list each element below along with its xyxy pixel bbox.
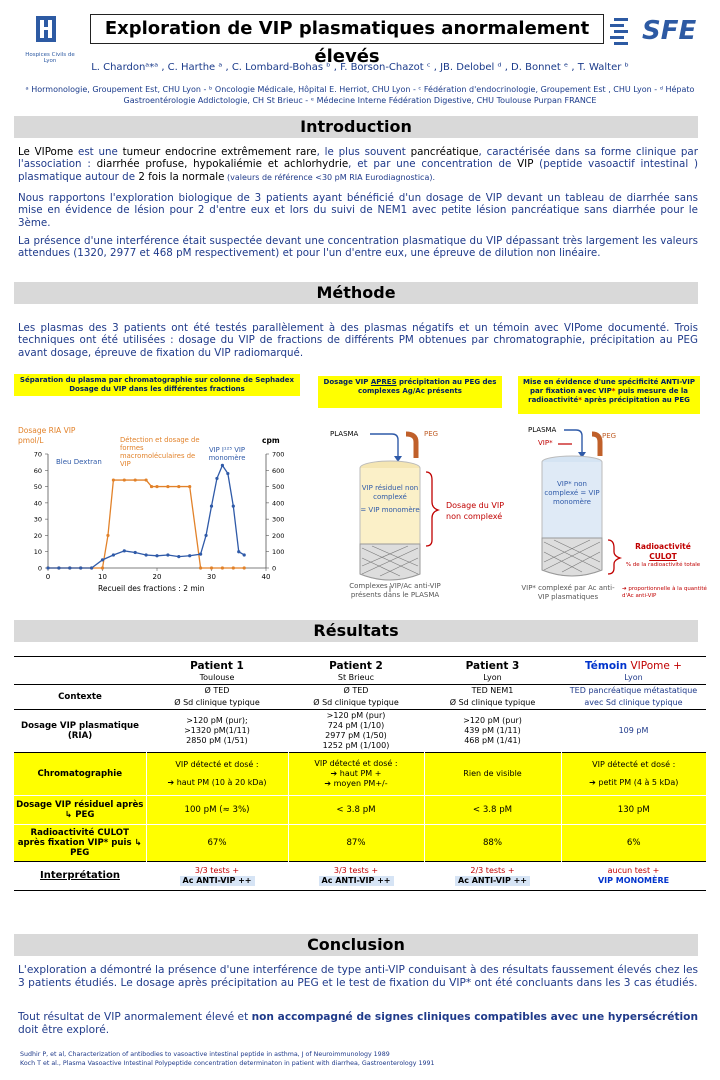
- peg-diagram: [320, 424, 510, 602]
- series-2-point: [226, 472, 229, 475]
- method-box-fixation: Mise en évidence d'une spécificité ANTI-VIP par fixation avec VIP* puis mesure de la radioactivité* après précipitation au PEG: [518, 376, 700, 414]
- sfe-logo: [608, 12, 703, 52]
- annotation-vip-monomer: VIP I¹²⁵ VIP monomère: [208, 446, 246, 462]
- series-1-point: [101, 566, 104, 569]
- diag1-inner2: = VIP monomère: [360, 506, 420, 514]
- method-box-chromatography: Séparation du plasma par chromatographie sur colonne de Sephadex Dosage du VIP dans les différentes fractions: [14, 374, 300, 396]
- reference-2: Koch T et al., Plasma Vasoactive Intestinal Polypeptide concentration determinaton in patient with diarrhea, Gastroenterology 1991: [20, 1060, 435, 1067]
- diag1-inner: VIP résiduel non complexé: [361, 484, 419, 501]
- series-2-point: [145, 553, 148, 556]
- row-interpretation: Interprétation: [40, 870, 120, 881]
- annotation-macro: Détection et dosage de formes macromoléculaires de VIP: [120, 436, 200, 468]
- series-1-point: [134, 478, 137, 481]
- x-tick-label: 10: [98, 573, 107, 581]
- methode-paragraph: Les plasmas des 3 patients ont été testés parallèlement à des plasmas négatifs et un témoin avec VIPome documenté. Trois techniques ont été utilisées : dosage du VIP de fractions de différents PM obtenues par chromatographie, précipitation au PEG avant dosage, épreuve de fixation du VIP radiomarqué.: [18, 322, 698, 359]
- series-2-point: [123, 549, 126, 552]
- series-2-point: [68, 566, 71, 569]
- diag1-plasma-label: PLASMA: [330, 430, 359, 438]
- series-1-point: [112, 478, 115, 481]
- diag1-bottom-label: Complexes VIP/Ac anti-VIP présents dans le PLASMA: [349, 582, 441, 599]
- col-patient-1: Patient 1: [190, 660, 244, 672]
- series-2-point: [155, 554, 158, 557]
- y-tick-label-left: 10: [33, 548, 42, 557]
- row-contexte: Contexte: [58, 692, 102, 702]
- series-2-point: [199, 553, 202, 556]
- y-tick-label-right: 600: [272, 466, 285, 475]
- page-title: Exploration de VIP plasmatiques anormalement élevés: [90, 14, 604, 44]
- series-1-point: [243, 566, 246, 569]
- hcl-logo-icon: [22, 14, 78, 48]
- y-tick-label-right: 200: [272, 531, 285, 540]
- series-2-point: [79, 566, 82, 569]
- annotation-dextran: Bleu Dextran: [56, 458, 102, 466]
- series-1-point: [210, 566, 213, 569]
- row-residuel: Dosage VIP résiduel après ↳ PEG: [14, 796, 146, 825]
- series-2-point: [204, 534, 207, 537]
- series-1-point: [106, 534, 109, 537]
- hcl-logo-text: Hospices Civils de Lyon: [25, 52, 75, 64]
- results-table: Patient 1 Patient 2 Patient 3 Témoin VIPome + Toulouse St Brieuc Lyon Lyon Contexte Ø TED Ø TED TED NEM1 TED pancréatique métastatique Ø Sd clinique typique Ø Sd clinique typique Ø Sd clinique typique avec Sd clinique typique Dosage VIP plasmatique (RIA) >120 pM (pur); >1320 pM(1/11) 2850 pM (1/51) >120 pM (pur) 724 pM (1/10) 2977 pM (1/50) 1252 pM (1/100) >120 pM (pur) 439 pM (1/11) 468 pM (1/41) 109 pM Chromatographie VIP détecté et dosé : ➔ haut PM (10 à 20 kDa) VIP détecté et dosé : ➔ haut PM + ➔ moyen PM+/- Rien de visible VIP détecté et dosé : ➔ petit PM (4 à 5 kDa) Dosage VIP résiduel après ↳ PEG 100 pM (≈ 3%) < 3.8 pM < 3.8 pM 130 pM Radioactivité CULOT après fixation VIP* puis ↳ PEG 67% 87% 88% 6% Interprétation 3/3 tests + Ac ANTI-VIP ++ 3/3 tests + Ac ANTI-VIP ++ 2/3 tests + Ac ANTI-VIP ++ aucun test + VIP MONOMÈRE: [14, 656, 706, 891]
- y-tick-label-right: 0: [272, 564, 277, 573]
- intro-paragraph-3: La présence d'une interférence était suspectée devant une concentration plasmatique du VIP dépassant très largement les valeurs attendues (1320, 2977 et 468 pM respectivement) et pour l'un d'entre eux, une épreuve de dilution non linéaire.: [18, 235, 698, 260]
- x-tick-label: 40: [261, 573, 271, 581]
- x-tick-label: 20: [152, 573, 162, 581]
- col-temoin: Témoin VIPome +: [585, 660, 682, 672]
- x-tick-label: 30: [207, 573, 216, 581]
- y-tick-label-right: 100: [272, 548, 285, 557]
- series-1-point: [199, 566, 202, 569]
- y-tick-label-left: 20: [33, 531, 42, 540]
- y-tick-label-right: 500: [272, 483, 285, 492]
- series-2-point: [166, 553, 169, 556]
- row-dosage: Dosage VIP plasmatique (RIA): [21, 721, 139, 741]
- series-1-point: [123, 478, 126, 481]
- chromatography-chart: [14, 424, 304, 600]
- series-1-point: [145, 478, 148, 481]
- fixation-diagram: [512, 424, 708, 604]
- diag2-vip-label: VIP*: [538, 439, 553, 447]
- series-2-point: [112, 553, 115, 556]
- series-2-point: [237, 550, 240, 553]
- affiliations: ᵃ Hormonologie, Groupement Est, CHU Lyon - ᵇ Oncologie Médicale, Hôpital E. Herriot, CHU Lyon - ᶜ Fédération d'endocrinologie, Groupement Est , CHU Lyon - ᵈ Hépato Gastroentérologie Addictologie, CH St Brieuc - ᵉ Médecine Interne Fédération Digestive, CHU Toulouse Purpan FRANCE: [25, 85, 695, 105]
- diag2-arrow-note: ➔ proportionnelle à la quantité d'Ac anti-VIP: [622, 586, 707, 599]
- reference-1: Sudhir P, et al, Characterization of antibodies to vasoactive intestinal peptide in asthma, J of Neuroimmunology 1989: [20, 1051, 390, 1058]
- series-2-point: [188, 554, 191, 557]
- series-2-point: [134, 551, 137, 554]
- series-1-point: [188, 485, 191, 488]
- series-2-point: [90, 566, 93, 569]
- diag2-bottom-label: VIP* complexé par Ac anti-VIP plasmatiques: [521, 584, 615, 601]
- diag1-brace-label: Dosage du VIP non complexé: [446, 501, 505, 521]
- series-2-point: [210, 505, 213, 508]
- series-1-point: [166, 485, 169, 488]
- series-2-point: [243, 553, 246, 556]
- conclusion-paragraph-1: L'exploration a démontré la présence d'une interférence de type anti-VIP conduisant à des résultats faussement élevés chez les 3 patients étudiés. Le dosage après précipitation au PEG et le test de fixation du VIP* ont été concluants dans les 3 cas étudiés.: [18, 964, 698, 989]
- chart-ylabel-right: cpm: [262, 436, 280, 445]
- row-chromato: Chromatographie: [14, 753, 146, 796]
- series-2-point: [221, 464, 224, 467]
- y-tick-label-left: 0: [37, 564, 42, 573]
- series-1-point: [155, 485, 158, 488]
- diag2-plasma-label: PLASMA: [528, 426, 557, 434]
- y-tick-label-left: 60: [33, 466, 42, 475]
- intro-paragraph-2: Nous rapportons l'exploration biologique de 3 patients ayant bénéficié d'un dosage de VIP devant un tableau de diarrhée sans mise en évidence de lésion pour 2 d'entre eux et lors du suivi de NEM1 avec petite lésion pancréatique sans diarrhée pour le 3ème.: [18, 192, 698, 229]
- row-radio: Radioactivité CULOT après fixation VIP* puis ↳ PEG: [14, 825, 146, 862]
- series-2-point: [177, 555, 180, 558]
- y-tick-label-left: 50: [33, 483, 42, 492]
- diag1-peg-label: PEG: [424, 430, 439, 438]
- series-2-point: [101, 558, 104, 561]
- y-tick-label-right: 400: [272, 499, 285, 508]
- y-tick-label-left: 70: [33, 450, 42, 459]
- method-box-peg: Dosage VIP APRES précipitation au PEG des complexes Ag/Ac présents: [318, 376, 502, 408]
- intro-paragraph-1: Le VIPome est une tumeur endocrine extrêmement rare, le plus souvent pancréatique, caractérisée dans sa forme clinique par l'association : diarrhée profuse, hypokaliémie et achlorhydrie, et par une concentration de VIP (peptide vasoactif intestinal ) plasmatique autour de 2 fois la normale (valeurs de référence <30 pM RIA Eurodiagnostica).: [18, 146, 698, 183]
- col-patient-2: Patient 2: [329, 660, 383, 672]
- conclusion-paragraph-2: Tout résultat de VIP anormalement élevé et non accompagné de signes cliniques compatibles avec une hypersécrétion doit être exploré.: [18, 1011, 698, 1036]
- authors: L. Chardonᵃ*ᵃ , C. Harthe ᵃ , C. Lombard-Bohas ᵇ , F. Borson-Chazot ᶜ , JB. Delobel ᵈ , D. Bonnet ᵉ , T. Walter ᵇ: [91, 62, 629, 73]
- series-1-point: [177, 485, 180, 488]
- series-2-point: [57, 566, 60, 569]
- chart-plot: [14, 424, 304, 600]
- series-2-point: [215, 477, 218, 480]
- series-1-point: [150, 485, 153, 488]
- y-tick-label-left: 30: [33, 515, 42, 524]
- introduction-heading: Introduction: [14, 116, 698, 138]
- chart-ylabel-left: Dosage RIA VIP pmol/L: [18, 426, 76, 445]
- series-2-point: [46, 566, 49, 569]
- chart-xlabel: Recueil des fractions : 2 min: [98, 584, 205, 593]
- series-2-point: [232, 505, 235, 508]
- references: [20, 1050, 435, 1068]
- methode-heading: Méthode: [14, 282, 698, 304]
- x-tick-label: 0: [45, 573, 51, 581]
- diag2-tube: [512, 424, 708, 604]
- hcl-logo: [22, 14, 78, 64]
- resultats-heading: Résultats: [14, 620, 698, 642]
- diag2-peg-label: PEG: [602, 432, 617, 440]
- y-tick-label-right: 300: [272, 515, 285, 524]
- series-1-point: [232, 566, 235, 569]
- col-patient-3: Patient 3: [465, 660, 520, 672]
- diag2-inner: VIP* non complexé = VIP monomère: [544, 480, 600, 506]
- y-tick-label-right: 700: [272, 450, 285, 459]
- sfe-logo-text: SFE: [642, 16, 697, 46]
- y-tick-label-left: 40: [33, 499, 42, 508]
- diag2-radio-label: Radioactivité CULOT % de la radioactivité totale: [625, 542, 701, 568]
- series-1-point: [221, 566, 224, 569]
- conclusion-heading: Conclusion: [14, 934, 698, 956]
